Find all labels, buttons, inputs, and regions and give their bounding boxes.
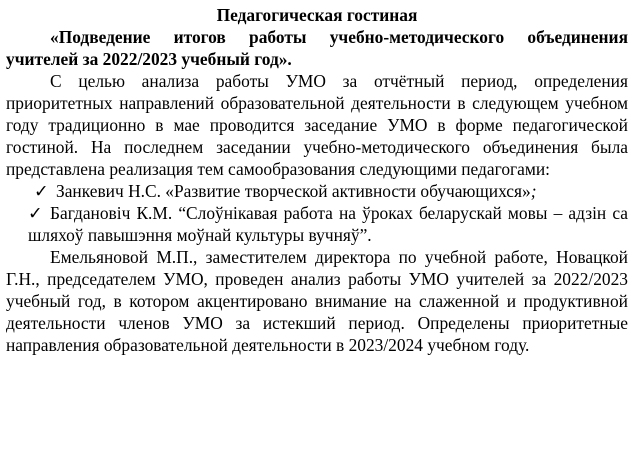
list-item-text: Занкевич Н.С. «Развитие творческой активности обучающихся» <box>56 181 531 201</box>
list-item <box>6 180 628 202</box>
document-subtitle: «Подведение итогов работы учебно-методического объединения учителей за 2022/2023 учебный год». <box>6 27 628 69</box>
checkmark-icon: ✓ <box>28 203 43 223</box>
list-item-suffix: ; <box>530 181 537 201</box>
intro-paragraph: С целью анализа работы УМО за отчётный период, определения приоритетных направлений образовательной деятельности в следующем учебном году традиционно в мае проводится заседание УМО в форме педагогической гостиной. На последнем заседании учебно-методического объединения была представлена реализация тем самообразования следующими педагогами: <box>6 71 628 179</box>
teacher-list <box>6 180 628 246</box>
checkmark-icon: ✓ <box>34 181 49 201</box>
summary-paragraph: Емельяновой М.П., заместителем директора по учебной работе, Новацкой Г.Н., председателем УМО, проведен анализ работы УМО учителей за 2022/2023 учебный год, в котором акцентировано внимание на слаженной и продуктивной деятельности членов УМО за истекший период. Определены приоритетные направления образовательной деятельности в 2023/2024 учебном году. <box>6 247 628 355</box>
list-item-text: Багдановіч К.М. “Слоўнікавая работа на ўроках беларускай мовы – адзін са шляхоў павышэння моўнай культуры вучняў”. <box>28 203 628 245</box>
document-title: Педагогическая гостиная <box>216 5 418 25</box>
list-item <box>6 202 628 246</box>
